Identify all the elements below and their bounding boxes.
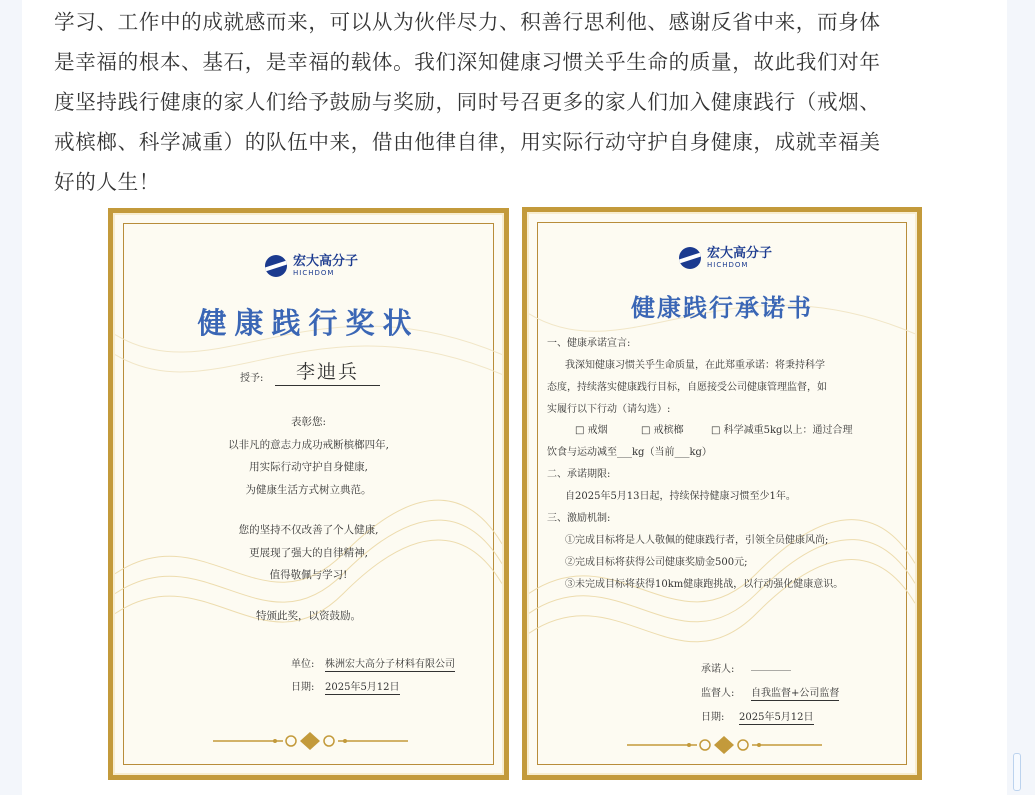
section-3-heading: 三、激励机制: [547,513,611,524]
pledge-date-value: 2025年5月12日 [739,708,814,725]
closing-text: 特颁此奖，以资鼓励。 [256,610,361,622]
company-logo-icon [679,247,701,269]
option-quit-smoking[interactable]: □ 戒烟 [575,425,608,436]
logo-english-name: HICHDOM [707,261,749,269]
section-2-heading: 二、承诺期限: [547,469,611,480]
gold-ornament-divider [627,733,822,757]
award-date-label: 日期: [291,682,315,693]
commendation-text [115,411,502,501]
article-line-2: 是幸福的根本、基石，是幸福的载体。我们深知健康习惯关乎生命的质量，故此我们对年 [54,50,881,74]
praise-line-3: 值得敬佩与学习! [269,569,348,581]
commendation-line-1: 表彰您: [290,416,327,428]
unit-value: 株洲宏大高分子材料有限公司 [325,655,455,672]
supervisor-label: 监督人: [701,688,735,699]
praise-line-1: 您的坚持不仅改善了个人健康, [238,524,379,536]
promiser-label: 承诺人: [701,664,735,675]
article-line-1: 学习、工作中的成就感而来，可以从为伙伴尽力、积善行思利他、感谢反省中来，而身体 [54,10,881,34]
option-quit-betel[interactable]: □ 戒槟榔 [641,425,684,436]
promiser-value: ________ [751,660,791,671]
pledge-certificate-image[interactable] [522,207,922,780]
option-weight-loss[interactable]: □ 科学减重5kg以上：通过合理 [711,425,853,436]
section-1-line-1: 我深知健康习惯关乎生命质量，在此郑重承诺：将秉持科学 [565,360,825,371]
pledge-title: 健康践行承诺书 [631,293,813,322]
award-certificate-paper [113,213,504,775]
pledge-date-label: 日期: [701,712,725,723]
incentive-item-1: ①完成目标将是人人敬佩的健康践行者，引领全员健康风尚; [565,535,829,546]
section-2-line: 自2025年5月13日起，持续保持健康习惯至少1年。 [565,491,796,502]
supervisor-value: 自我监督+公司监督 [751,684,839,701]
unit-label: 单位: [291,659,315,670]
recipient-name: 李迪兵 [275,357,380,386]
article-line-5: 好的人生！ [54,170,160,194]
section-1-heading: 一、健康承诺宣言: [547,338,631,349]
praise-line-2: 更展现了强大的自律精神, [249,546,368,559]
section-1-line-3: 实履行以下行动（请勾选）: [547,404,671,415]
commendation-line-3: 用实际行动守护自身健康, [249,461,368,473]
company-logo-icon [265,255,287,277]
scrollbar-thumb[interactable] [1013,753,1021,791]
article-line-3: 度坚持践行健康的家人们给予鼓励与奖励，同时号召更多的家人们加入健康践行（戒烟、 [54,90,881,114]
company-logo [265,255,358,277]
incentive-item-2: ②完成目标将获得公司健康奖励金500元; [565,557,748,568]
award-date-value: 2025年5月12日 [325,678,400,695]
article-paragraph [54,2,989,202]
logo-chinese-name: 宏大高分子 [293,254,359,269]
recipient-label: 授予: [240,373,264,384]
section-1-line-2: 态度，持续落实健康践行目标，自愿接受公司健康管理监督，如 [547,382,827,393]
company-logo [679,247,772,269]
praise-text [115,519,502,587]
gold-ornament-divider [213,729,408,753]
commendation-line-4: 为健康生活方式树立典范。 [245,483,372,496]
logo-english-name: HICHDOM [293,269,335,277]
diet-line: 饮食与运动减至___kg（当前___kg） [547,447,712,458]
award-certificate-image[interactable] [108,208,509,780]
incentive-item-3: ③未完成目标将获得10km健康跑挑战，以行动强化健康意识。 [565,579,844,590]
pledge-certificate-paper [527,212,917,775]
logo-chinese-name: 宏大高分子 [707,246,773,261]
article-line-4: 戒槟榔、科学减重）的队伍中来，借由他律自律，用实际行动守护自身健康，成就幸福美 [54,130,881,154]
award-title: 健康践行奖状 [197,306,420,340]
commendation-line-2: 以非凡的意志力成功戒断槟榔四年, [228,438,389,451]
article-page [22,0,1007,795]
